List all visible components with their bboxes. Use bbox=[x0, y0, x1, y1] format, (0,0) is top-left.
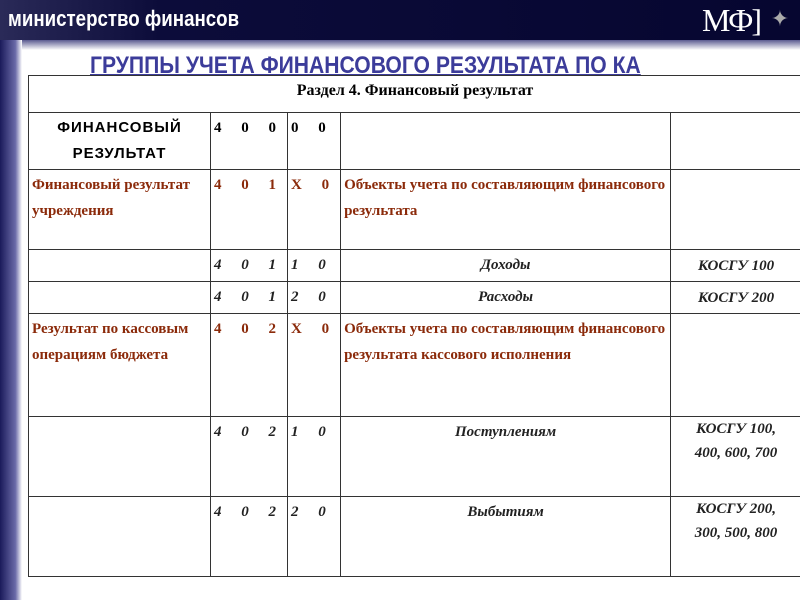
table-row bbox=[29, 113, 800, 170]
code-sub: 0 0 bbox=[288, 113, 341, 170]
code-sub: Х 0 bbox=[288, 314, 341, 417]
row-desc: Расходы bbox=[341, 282, 671, 314]
row-kosgu: КОСГУ 200, 300, 500, 800 bbox=[671, 497, 800, 577]
table-row bbox=[29, 497, 800, 577]
row-name: Финансовый результат учреждения bbox=[29, 170, 211, 250]
row-desc: Выбытиям bbox=[341, 497, 671, 577]
row-kosgu: КОСГУ 100 bbox=[671, 250, 800, 282]
slide-title: ГРУППЫ УЧЕТА ФИНАНСОВОГО РЕЗУЛЬТАТА ПО КА bbox=[90, 52, 641, 79]
row-desc: Объекты учета по составляющим финансового результата bbox=[341, 170, 671, 250]
row-name: Результат по кассовым операциям бюджета bbox=[29, 314, 211, 417]
code-sub: 1 0 bbox=[288, 250, 341, 282]
table-row bbox=[29, 314, 800, 417]
row-kosgu bbox=[671, 314, 800, 417]
code-account: 4 0 0 bbox=[211, 113, 288, 170]
table-row bbox=[29, 250, 800, 282]
table-row bbox=[29, 417, 800, 497]
brand-text: министерство финансов bbox=[8, 6, 240, 31]
row-kosgu: КОСГУ 200 bbox=[671, 282, 800, 314]
accounts-table bbox=[28, 75, 800, 577]
row-name: ФИНАНСОВЫЙ РЕЗУЛЬТАТ bbox=[29, 113, 211, 170]
code-sub: 2 0 bbox=[288, 282, 341, 314]
code-sub: 2 0 bbox=[288, 497, 341, 577]
code-account: 4 0 2 bbox=[211, 417, 288, 497]
row-name bbox=[29, 417, 211, 497]
table-row bbox=[29, 170, 800, 250]
code-account: 4 0 1 bbox=[211, 170, 288, 250]
code-account: 4 0 2 bbox=[211, 314, 288, 417]
row-desc: Объекты учета по составляющим финансового результата кассового исполнения bbox=[341, 314, 671, 417]
row-desc bbox=[341, 113, 671, 170]
row-kosgu bbox=[671, 170, 800, 250]
row-kosgu: КОСГУ 100, 400, 600, 700 bbox=[671, 417, 800, 497]
code-account: 4 0 2 bbox=[211, 497, 288, 577]
header-shadow bbox=[0, 40, 800, 50]
code-sub: 1 0 bbox=[288, 417, 341, 497]
row-name bbox=[29, 250, 211, 282]
ministry-logo: МФ] bbox=[702, 2, 760, 38]
code-account: 4 0 1 bbox=[211, 282, 288, 314]
code-sub: Х 0 bbox=[288, 170, 341, 250]
row-desc: Доходы bbox=[341, 250, 671, 282]
header-bar bbox=[0, 0, 800, 40]
row-kosgu bbox=[671, 113, 800, 170]
section-header: Раздел 4. Финансовый результат bbox=[29, 76, 800, 113]
table-row bbox=[29, 282, 800, 314]
side-strip bbox=[0, 40, 22, 600]
code-account: 4 0 1 bbox=[211, 250, 288, 282]
emblem-icon: ✦ bbox=[770, 6, 790, 31]
row-name bbox=[29, 497, 211, 577]
row-desc: Поступлениям bbox=[341, 417, 671, 497]
row-name bbox=[29, 282, 211, 314]
